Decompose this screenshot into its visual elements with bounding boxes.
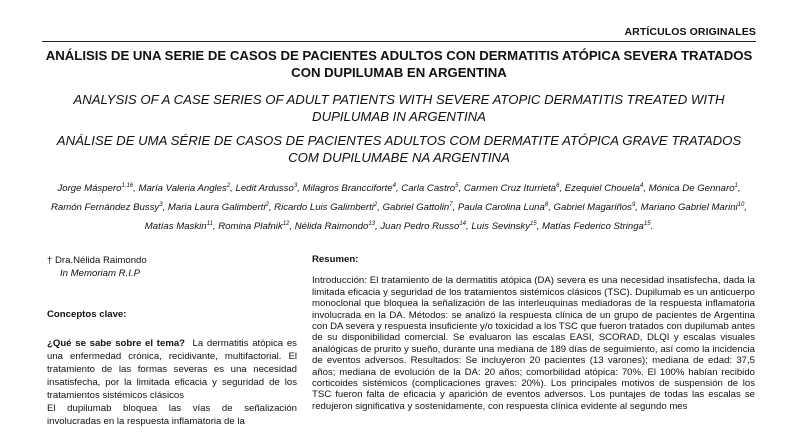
author-name: Gabriel Gattolin: [382, 202, 450, 214]
author-affiliation: 5: [455, 183, 459, 189]
title-english: ANALYSIS OF A CASE SERIES OF ADULT PATIENTS WITH SEVERE ATOPIC DERMATITIS TREATED WITH DUPILUMAB IN ARGENTINA: [73, 92, 725, 124]
author-name: Mariano Gabriel Marini: [640, 202, 738, 214]
author-name: Romina Plafnik: [218, 221, 283, 233]
author-name: Ledit Ardusso: [235, 183, 294, 195]
author-affiliation: 13: [368, 221, 376, 228]
key-question: ¿Qué se sabe sobre el tema?: [47, 338, 186, 349]
author-name: Gabriel Magariños: [553, 202, 632, 214]
in-memoriam-note: [47, 254, 297, 280]
author-affiliation: 2: [265, 202, 269, 209]
author-name: Carla Castro: [401, 183, 456, 195]
author-name: Carmen Cruz Iturrieta: [463, 183, 557, 195]
author-list: Jorge Máspero$^{1,16}$, María Valeria Angles$^2$, Ledit Ardusso$^3$, Milagros Brancciforte$^4$, Carla Castro$^5$, Carmen Cruz Iturrieta$^6$, Ezequiel Chouela$^4$, Mónica De Gennaro$^1$, Ramón Fernández Bussy$^3$, Maria Laura Galimberti$^2$, Ricardo Luis Galimberti$^2$, Gabriel Gattolin$^7$, Paula Carolina Luna$^8$, Gabriel Magariños$^9$, Mariano Gabriel Marini$^{10}$, Matías Maskin$^{11}$, Romina Plafnik$^{12}$, Nélida Raimondo$^{13}$, Juan Pedro Russo$^{14}$, Luis Sevinsky$^{15}$, Matías Federico Stringa$^{15}$.: [50, 183, 748, 233]
author-name: Milagros Brancciforte: [302, 183, 393, 195]
author-affiliation: 7: [449, 202, 453, 209]
author-name: Matías Maskin: [144, 221, 207, 233]
header-rule: [42, 41, 756, 42]
left-column: [47, 254, 297, 428]
author-affiliation: 15: [530, 221, 537, 228]
author-name: Ezequiel Chouela: [564, 183, 640, 195]
author-name: Juan Pedro Russo: [380, 221, 460, 233]
author-name: Luis Sevinsky: [471, 221, 530, 233]
author-affiliation: 3: [159, 202, 163, 209]
author-affiliation: 1: [734, 183, 738, 189]
section-label: ARTÍCULOS ORIGINALES: [624, 26, 756, 38]
author-affiliation: 15: [643, 221, 651, 228]
author-affiliation: 2: [226, 183, 231, 189]
author-affiliation: 4: [392, 183, 396, 189]
author-name: Nélida Raimondo: [294, 221, 369, 233]
key-answer: La dermatitis atópica es una enfermedad crónica, recidivante, multifactorial. El tratamiento de las formas severas es una necesidad insatisfecha, por la limitada eficacia y seguridad de los tratamientos sistémicos clásicos: [47, 338, 297, 401]
author-affiliation: 1,16: [121, 183, 134, 189]
author-affiliation: 11: [206, 221, 213, 228]
right-column: [312, 254, 755, 412]
author-affiliation: 12: [282, 221, 290, 228]
author-affiliation: 2: [373, 202, 378, 209]
abstract-heading: Resumen:: [312, 254, 359, 265]
author-affiliation: 9: [631, 202, 636, 209]
memoriam-line: † Dra.Nélida Raimondo: [47, 255, 147, 266]
author-name: Ramón Fernández Bussy: [50, 202, 160, 214]
author-affiliation: 3: [293, 183, 298, 189]
title-spanish: ANÁLISIS DE UNA SERIE DE CASOS DE PACIENTES ADULTOS CON DERMATITIS ATÓPICA SEVERA TRATADOS CON DUPILUMAB EN ARGENTINA: [45, 48, 753, 80]
author-affiliation: 14: [459, 221, 466, 228]
author-name: Matías Federico Stringa: [542, 221, 644, 233]
key-answer-continued: El dupilumab bloquea las vías de señalización involucradas en la respuesta inflamatoria de la: [47, 403, 297, 427]
author-name: María Valeria Angles: [138, 183, 227, 195]
key-concepts-text: [47, 337, 297, 428]
author-name: Ricardo Luis Galimberti: [274, 202, 374, 214]
author-affiliation: 4: [639, 183, 644, 189]
author-name: Mónica De Gennaro: [648, 183, 735, 195]
title-portuguese: ANÁLISE DE UMA SÉRIE DE CASOS DE PACIENTES ADULTOS COM DERMATITE ATÓPICA GRAVE TRATADOS COM DUPILUMABE NA ARGENTINA: [56, 133, 742, 165]
author-affiliation: 10: [737, 202, 745, 209]
author-name: Maria Laura Galimberti: [167, 202, 266, 214]
memoriam-subline: In Memoriam R.I.P: [60, 268, 140, 279]
author-name: Paula Carolina Luna: [457, 202, 545, 214]
author-name: Jorge Máspero: [57, 183, 122, 195]
key-concepts-heading: Conceptos clave:: [47, 309, 127, 320]
author-affiliation: 6: [556, 183, 560, 189]
abstract-text: Introducción: El tratamiento de la dermatitis atópica (DA) severa es una necesidad insatisfecha, dada la limitada eficacia y seguridad de los tratamientos sistémicos clásicos (TSC). Dupilumab es un anticuerpo monoclonal que bloquea la señalización de las interleuquinas mediadoras de la respuesta inflamatoria involucrada en la DA. Métodos: se analizó la respuesta clínica de un grupo de pacientes de Argentina con DA severa y respuesta insuficiente y/o toxicidad a los TSC que fueron tratados con dupilumab antes de su disponibilidad comercial. Se evaluaron las escalas EASI, SCORAD, DLQI y escalas visuales analógicas de prurito y sueño, durante una mediana de 189 días de seguimiento, así como la incidencia de eventos adversos. Resultados: Se incluyeron 20 pacientes (13 varones); mediana de edad: 37,5 años; mediana de evolución de la DA: 20 años; comorbilidad atópica: 70%. El 100% habían recibido corticoides sistémicos (complicaciones graves: 20%). Los principales motivos de suspensión de los TSC fueron falta de eficacia y aparición de eventos adversos. Los puntajes de todas las escalas se redujeron significativa y sostenidamente, con respuesta clínica evidente al segundo mes: [312, 275, 755, 412]
author-affiliation: 8: [544, 202, 549, 209]
